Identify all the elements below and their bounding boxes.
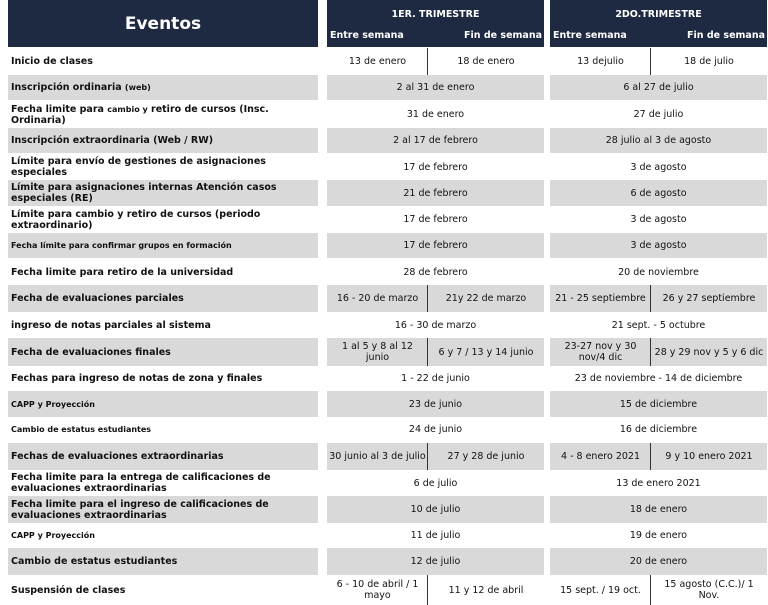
- t1-date-cell: 16 - 30 de marzo: [394, 319, 477, 331]
- t1-date-cell: 6 de julio: [413, 477, 458, 489]
- table-row: [0, 338, 768, 366]
- event-label: [8, 470, 318, 496]
- table-row: [0, 180, 768, 206]
- t1-date-cell: 17 de febrero: [403, 214, 468, 225]
- event-label-text: [11, 104, 318, 126]
- t1-weekend-cell: 27 y 28 de junio: [428, 443, 544, 470]
- table-row: [0, 101, 768, 128]
- table-row: [0, 443, 768, 470]
- table-row: [0, 259, 768, 285]
- term1-header: [327, 0, 544, 47]
- t2-weekday-cell: 13 dejulio: [577, 56, 624, 67]
- t2-weekend-cell: 18 de julio: [684, 56, 734, 67]
- t1-weekday-cell: 1 al 5 y 8 al 12 junio: [327, 338, 428, 366]
- t1-date-cell: 21 de febrero: [327, 180, 544, 206]
- term2-weekend-label: Fin de semana: [687, 30, 765, 41]
- column-divider: [650, 338, 651, 366]
- column-divider: [427, 48, 428, 75]
- table-row: [0, 75, 768, 100]
- t2-date-cell: 3 de agosto: [550, 233, 767, 258]
- event-label: [8, 391, 318, 417]
- event-label: [8, 206, 318, 233]
- table-row: [0, 154, 768, 180]
- t2-weekday-cell: 23-27 nov y 30 nov/4 dic: [550, 338, 651, 366]
- event-label-text: [11, 156, 318, 178]
- t2-weekday-cell: 15 sept. / 19 oct.: [560, 584, 641, 596]
- table-row: [0, 470, 768, 496]
- t2-date-cell: 3 de agosto: [630, 161, 687, 173]
- event-label: [8, 101, 318, 128]
- event-label-text: [11, 373, 262, 384]
- table-row: [0, 285, 768, 312]
- t1-weekday-cell: 16 - 20 de marzo: [327, 285, 428, 312]
- t1-weekday-cell: 30 junio al 3 de julio: [327, 443, 428, 470]
- event-label-text: [11, 499, 318, 521]
- event-label-main: Límite para envío de gestiones de asignaciones especiales: [11, 156, 266, 178]
- t1-date-cell: 2 al 17 de febrero: [327, 128, 544, 153]
- table-row: [0, 366, 768, 391]
- event-label-main: Inscripción ordinaria: [11, 82, 122, 93]
- event-label-text: [11, 182, 318, 204]
- event-label: [8, 496, 318, 523]
- event-label: [8, 48, 318, 75]
- event-label: [8, 338, 318, 366]
- t2-date-cell: 20 de noviembre: [618, 266, 699, 278]
- column-divider: [650, 575, 651, 605]
- event-label-main: Fecha de evaluaciones finales: [11, 346, 171, 358]
- event-label-text: [11, 399, 95, 410]
- column-divider: [427, 285, 428, 312]
- event-label: [8, 443, 318, 470]
- t2-date-cell: 28 julio al 3 de agosto: [550, 128, 767, 153]
- t2-date-cell: 15 de diciembre: [550, 391, 767, 417]
- event-label: [8, 575, 318, 605]
- t1-weekend-cell: 21y 22 de marzo: [428, 285, 544, 312]
- event-label-text: [11, 209, 318, 231]
- t1-date-cell: 24 de junio: [408, 424, 463, 435]
- t2-date-cell: 16 de diciembre: [619, 424, 698, 435]
- event-label-main: Fecha limite para retiro de la universidad: [11, 266, 234, 278]
- event-label-main: CAPP y Proyección: [11, 399, 95, 409]
- event-label-small: (web): [124, 83, 151, 92]
- event-label-small: cambio y: [107, 104, 148, 114]
- column-divider: [427, 338, 428, 366]
- t1-date-cell: 31 de enero: [406, 109, 465, 120]
- event-label: [8, 285, 318, 312]
- column-divider: [650, 443, 651, 470]
- event-label-text: [11, 56, 93, 67]
- event-label-main: Fecha límite para confirmar grupos en formación: [11, 241, 232, 250]
- table-row: [0, 233, 768, 258]
- term1-title: 1ER. TRIMESTRE: [391, 9, 480, 20]
- event-label: [8, 75, 318, 100]
- t1-date-cell: 1 - 22 de junio: [401, 373, 470, 384]
- event-label-text: [11, 347, 171, 358]
- term1-weekend-label: Fin de semana: [464, 30, 542, 41]
- table-row: [0, 48, 768, 75]
- event-label-main: Fechas para ingreso de notas de zona y finales: [11, 373, 263, 384]
- term2-title: 2DO.TRIMESTRE: [615, 9, 702, 20]
- table-row: [0, 417, 768, 442]
- t2-weekend-cell: 9 y 10 enero 2021: [651, 443, 767, 470]
- event-label-text: [11, 267, 233, 278]
- event-label: [8, 128, 318, 153]
- event-label-main: Límite para cambio y retiro de cursos (periodo extraordinario): [11, 208, 261, 231]
- event-label-text: [11, 530, 95, 541]
- t2-date-cell: 6 de agosto: [550, 180, 767, 206]
- event-label-text: [11, 320, 211, 331]
- events-header: [8, 0, 318, 47]
- column-divider: [427, 575, 428, 605]
- event-label-main: Fecha limite para el ingreso de calificaciones de evaluaciones extraordinarias: [11, 498, 269, 521]
- event-label-main: Fecha de evaluaciones parciales: [11, 293, 184, 304]
- t2-date-cell: 3 de agosto: [630, 214, 687, 225]
- event-label-main: Suspensión de clases: [11, 584, 126, 596]
- t1-weekday-cell: 13 de enero: [348, 56, 407, 67]
- t1-date-cell: 28 de febrero: [403, 266, 468, 278]
- table-row: [0, 391, 768, 417]
- event-label-text: [11, 135, 213, 146]
- event-label: [8, 523, 318, 547]
- event-label-text: [11, 451, 224, 462]
- event-label-main: Límite para asignaciones internas Atención casos especiales (RE): [11, 182, 277, 204]
- t2-weekday-cell: 4 - 8 enero 2021: [550, 443, 651, 470]
- t2-date-cell: 23 de noviembre - 14 de diciembre: [574, 373, 743, 384]
- t1-date-cell: 23 de junio: [327, 391, 544, 417]
- event-label-main: Inscripción extraordinaria (Web / RW): [11, 135, 214, 146]
- table-row: [0, 206, 768, 233]
- event-label-main: ingreso de notas parciales al sistema: [11, 319, 211, 331]
- column-divider: [427, 443, 428, 470]
- event-label-rest: retiro de cursos (Insc. Ordinaria): [11, 103, 269, 126]
- column-divider: [650, 48, 651, 75]
- event-label: [8, 417, 318, 442]
- table-row: [0, 575, 768, 605]
- t1-date-cell: 11 de julio: [410, 529, 461, 541]
- event-label-main: Fecha limite para la entrega de calificaciones de evaluaciones extraordinarias: [11, 472, 271, 494]
- event-label: [8, 154, 318, 180]
- event-label: [8, 233, 318, 258]
- table-row: [0, 496, 768, 523]
- event-label-text: [11, 424, 151, 435]
- t2-weekend-cell: 28 y 29 nov y 5 y 6 dic: [651, 338, 767, 366]
- t1-weekend-cell: 11 y 12 de abril: [448, 584, 524, 596]
- events-title: Eventos: [124, 13, 202, 34]
- t1-date-cell: 2 al 31 de enero: [327, 75, 544, 100]
- event-label: [8, 312, 318, 338]
- column-divider: [650, 285, 651, 312]
- t2-date-cell: 21 sept. - 5 octubre: [611, 319, 706, 331]
- t2-date-cell: 19 de enero: [629, 529, 688, 541]
- t2-date-cell: 6 al 27 de julio: [550, 75, 767, 100]
- t1-weekday-cell: 6 - 10 de abril / 1 mayo: [336, 579, 419, 601]
- t1-weekend-cell: 18 de enero: [457, 56, 515, 67]
- t1-date-cell: 12 de julio: [327, 548, 544, 575]
- term2-header: [550, 0, 767, 47]
- event-label: [8, 366, 318, 391]
- event-label-text: [11, 240, 232, 251]
- term1-weekday-label: Entre semana: [330, 30, 404, 41]
- event-label-text: [11, 556, 177, 567]
- event-label-main: Fecha limite para: [11, 103, 104, 115]
- event-label: [8, 259, 318, 285]
- t2-weekend-cell: 15 agosto (C.C.)/ 1 Nov.: [664, 579, 754, 601]
- t1-date-cell: 10 de julio: [327, 496, 544, 523]
- event-label-text: [11, 472, 318, 494]
- t2-date-cell: 13 de enero 2021: [616, 477, 701, 489]
- table-row: [0, 128, 768, 153]
- event-label-main: Cambio de estatus estudiantes: [11, 425, 152, 434]
- table-row: [0, 312, 768, 338]
- t1-date-cell: 17 de febrero: [403, 161, 468, 173]
- t1-weekend-cell: 6 y 7 / 13 y 14 junio: [428, 338, 544, 366]
- t2-weekend-cell: 26 y 27 septiembre: [651, 285, 767, 312]
- event-label-main: Inicio de clases: [11, 56, 93, 67]
- t2-date-cell: 18 de enero: [550, 496, 767, 523]
- table-row: [0, 548, 768, 575]
- event-label-text: [11, 293, 184, 304]
- term2-weekday-label: Entre semana: [553, 30, 627, 41]
- table-row: [0, 523, 768, 547]
- event-label-text: [11, 82, 151, 93]
- event-label-main: Cambio de estatus estudiantes: [11, 556, 178, 567]
- t2-weekday-cell: 21 - 25 septiembre: [550, 285, 651, 312]
- t2-date-cell: 27 de julio: [633, 109, 684, 120]
- event-label: [8, 180, 318, 206]
- event-label-text: [11, 585, 125, 596]
- event-label-main: CAPP y Proyección: [11, 530, 95, 540]
- event-label-main: Fechas de evaluaciones extraordinarias: [11, 451, 224, 462]
- event-label: [8, 548, 318, 575]
- t1-date-cell: 17 de febrero: [327, 233, 544, 258]
- t2-date-cell: 20 de enero: [550, 548, 767, 575]
